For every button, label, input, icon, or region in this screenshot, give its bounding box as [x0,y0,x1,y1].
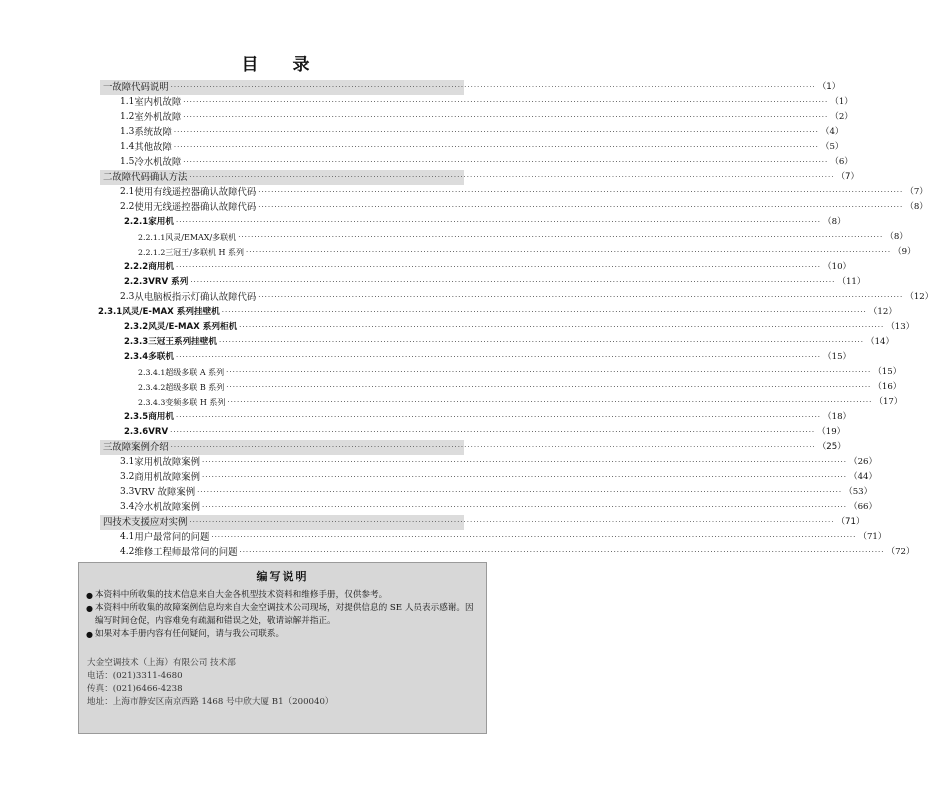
toc-entry [100,350,852,365]
toc-leader-dots: ········································································································································································································ [201,473,847,481]
toc-entry-label: 三冠王/多联机 H 系列 [165,248,245,257]
toc-entry-page: （4） [820,127,844,137]
toc-entry-page: （53） [844,487,873,497]
toc-leader-dots: ········································································································································································································ [218,338,864,346]
company-name: 大金空调技术（上海）有限公司 技术部 [87,658,236,668]
toc-entry-number: 2.2.3 [124,277,149,287]
toc-leader-dots: ········································································································································································································ [170,443,816,451]
toc-entry-page: （7） [905,187,928,197]
toc-entry [100,530,887,545]
toc-leader-dots: ········································································································································································································ [176,353,822,361]
toc-entry-number: 4.2 [120,547,135,557]
toc-entry-number: 1.1 [120,97,135,107]
toc-entry [100,290,934,305]
toc-entry-page: （19） [817,427,846,437]
toc-entry-page: （12） [868,307,897,317]
toc-leader-dots: ········································································································································································································ [176,218,822,226]
toc-leader-dots: ········································································································································································································ [201,503,847,511]
toc-entry-page: （15） [873,367,902,377]
toc-entry-number: 2.2 [120,202,135,212]
toc-entry-number: 二 [103,172,113,183]
toc-entry-number: 1.4 [120,142,135,152]
toc-entry-number: 4.1 [120,532,135,542]
toc-entry-number: 1.3 [120,127,135,137]
toc-entry [100,410,852,425]
toc-entry-label: 风灵/E-MAX 系列挂壁机 [122,307,220,317]
toc-entry-label: 超级多联 B 系列 [165,383,225,392]
toc-entry-number: 2.2.2 [124,262,149,272]
toc-leader-dots: ········································································································································································································ [211,533,857,541]
toc-leader-dots: ········································································································································································································ [176,413,822,421]
toc-entry-page: （18） [823,412,852,422]
notes-item-text: 本资料中所收集的故障案例信息均来自大金空调技术公司现场，对提供信息的 SE 人员表示感谢。因编写时间仓促，内容难免有疏漏和错误之处，敬请谅解并指正。 [95,603,474,626]
notes-item [86,589,478,602]
toc-leader-dots: ········································································································································································································ [227,398,873,406]
toc-entry [100,80,841,95]
toc-entry-number: 2.2.1 [124,217,149,227]
toc-entry-number: 1.5 [120,157,135,167]
toc-leader-dots: ········································································································································································································ [226,383,872,391]
toc-entry [100,185,928,200]
toc-entry-label: 故障案例介绍 [112,442,169,453]
toc-entry-label: 风灵/E-MAX 系列柜机 [148,322,238,332]
table-of-contents [98,80,934,560]
toc-entry [100,230,908,245]
toc-entry-label: VRV [148,427,169,437]
toc-leader-dots: ········································································································································································································ [258,293,904,301]
toc-entry [100,485,873,500]
toc-entry-number: 2.3.1 [98,307,123,317]
toc-entry-label: 变频多联 H 系列 [165,398,226,407]
toc-entry-label: 商用机 [148,262,174,272]
toc-entry-page: （10） [823,262,852,272]
toc-leader-dots: ········································································································································································································ [176,263,822,271]
toc-entry-number: 2.2.1.2 [138,248,166,257]
notes-item [86,628,478,641]
toc-entry [100,500,878,515]
toc-entry-page: （7） [836,172,860,182]
bullet-icon: ● [86,630,93,639]
toc-entry [98,305,897,320]
toc-entry-label: 商用机故障案例 [134,472,200,483]
toc-leader-dots: ········································································································································································································ [170,83,816,91]
bullet-icon: ● [86,604,93,613]
toc-entry-page: （13） [886,322,915,332]
toc-entry-number: 三 [103,442,113,453]
toc-leader-dots: ········································································································································································································ [189,518,835,526]
toc-entry [100,380,902,395]
toc-entry [100,140,844,155]
toc-entry-label: 使用无线遥控器确认故障代码 [134,202,257,213]
toc-entry-label: VRV 系列 [148,277,189,287]
toc-entry-label: 三冠王系列挂壁机 [148,337,217,347]
toc-entry-page: （66） [849,502,878,512]
toc-entry-page: （15） [823,352,852,362]
toc-leader-dots: ········································································································································································································ [170,428,816,436]
toc-leader-dots: ········································································································································································································ [239,323,885,331]
toc-entry [100,545,915,560]
bullet-icon: ● [86,591,93,600]
toc-entry-label: 从电脑板指示灯确认故障代码 [134,292,257,303]
toc-entry [100,260,852,275]
toc-entry-number: 2.3.4.3 [138,398,166,407]
toc-entry-label: 其他故障 [134,142,172,153]
toc-entry-number: 2.3.4 [124,352,149,362]
toc-leader-dots: ········································································································································································································ [226,368,872,376]
toc-entry-page: （44） [849,472,878,482]
company-info [87,657,486,709]
toc-leader-dots: ········································································································································································································ [183,158,829,166]
toc-entry [100,470,878,485]
toc-entry-label: 室外机故障 [134,112,182,123]
toc-leader-dots: ········································································································································································································ [183,113,829,121]
toc-entry-label: 技术支援应对实例 [112,517,188,528]
toc-entry-number: 2.3.3 [124,337,149,347]
toc-entry-page: （8） [905,202,928,212]
toc-entry [100,155,853,170]
toc-leader-dots: ········································································································································································································ [189,173,835,181]
toc-leader-dots: ········································································································································································································ [238,233,884,241]
toc-leader-dots: ········································································································································································································ [246,248,892,256]
notes-item-text: 本资料中所收集的技术信息来自大金各机型技术资料和维修手册，仅供参考。 [95,590,388,600]
notes-item [86,602,478,628]
toc-entry-label: 维修工程师最常问的问题 [134,547,238,558]
toc-leader-dots: ········································································································································································································ [258,203,904,211]
toc-entry-page: （2） [830,112,853,122]
toc-entry-number: 3.1 [120,457,135,467]
toc-entry-number: 一 [103,82,113,93]
toc-entry-number: 1.2 [120,112,135,122]
toc-entry-label: 故障代码确认方法 [112,172,188,183]
company-fax: 传真：(021)6466-4238 [87,684,183,694]
toc-entry-label: 多联机 [148,352,174,362]
notes-title: 编写说明 [256,570,309,583]
toc-entry-number: 2.3.5 [124,412,149,422]
toc-entry-number: 2.3.4.2 [138,383,166,392]
toc-entry [100,275,866,290]
toc-entry-number: 2.1 [120,187,135,197]
notes-list [86,589,478,641]
toc-entry-number: 2.2.1.1 [138,233,166,242]
page-title: 目 录 [241,55,324,75]
toc-entry-label: 冷水机故障 [134,157,182,168]
toc-leader-dots: ········································································································································································································ [173,143,819,151]
toc-entry [100,245,916,260]
toc-entry-page: （9） [893,247,916,257]
toc-entry-page: （8） [823,217,846,227]
toc-entry-label: 风灵/EMAX/多联机 [165,233,237,242]
toc-entry-page: （71） [836,517,865,527]
toc-entry [100,365,902,380]
toc-entry-page: （26） [849,457,878,467]
toc-entry-number: 2.3 [120,292,135,302]
toc-entry-label: 冷水机故障案例 [134,502,200,513]
toc-entry-label: 家用机故障案例 [134,457,200,468]
toc-entry-page: （72） [886,547,915,557]
toc-entry [100,515,865,530]
toc-leader-dots: ········································································································································································································ [258,188,904,196]
toc-entry [100,395,903,410]
toc-entry [100,170,860,185]
toc-entry [100,320,915,335]
toc-entry-page: （25） [817,442,846,452]
toc-entry [100,215,846,230]
toc-entry [100,125,844,140]
toc-entry-number: 2.3.4.1 [138,368,166,377]
toc-entry [100,440,846,455]
toc-entry-page: （8） [885,232,908,242]
toc-entry-number: 四 [103,517,113,528]
toc-entry-page: （14） [866,337,895,347]
toc-leader-dots: ········································································································································································································ [190,278,836,286]
editorial-notes-box [78,562,487,734]
toc-entry-page: （16） [873,382,902,392]
toc-entry-label: 室内机故障 [134,97,182,108]
toc-entry-number: 3.2 [120,472,135,482]
toc-entry [100,335,895,350]
toc-entry [100,110,853,125]
toc-entry-label: 使用有线遥控器确认故障代码 [134,187,257,198]
toc-entry [100,425,846,440]
toc-leader-dots: ········································································································································································································ [239,548,885,556]
toc-entry-number: 2.3.2 [124,322,149,332]
toc-entry-page: （12） [905,292,934,302]
toc-entry [100,95,853,110]
toc-entry-label: 故障代码说明 [112,82,169,93]
toc-entry-label: 系统故障 [134,127,172,138]
toc-leader-dots: ········································································································································································································ [201,458,847,466]
toc-entry-page: （17） [874,397,903,407]
toc-entry-label: 商用机 [148,412,174,422]
toc-entry-page: （5） [820,142,844,152]
toc-entry-page: （71） [858,532,887,542]
toc-entry [100,455,878,470]
toc-entry-page: （1） [830,97,853,107]
notes-item-text: 如果对本手册内容有任何疑问，请与我公司联系。 [95,629,285,639]
toc-entry-label: 超级多联 A 系列 [165,368,225,377]
toc-leader-dots: ········································································································································································································ [221,308,867,316]
toc-entry-label: 用户最常问的问题 [134,532,210,543]
toc-entry-page: （6） [830,157,853,167]
toc-leader-dots: ········································································································································································································ [183,98,829,106]
toc-leader-dots: ········································································································································································································ [197,488,843,496]
toc-entry [100,200,928,215]
toc-entry-number: 3.4 [120,502,135,512]
toc-entry-number: 3.3 [120,487,135,497]
company-phone: 电话：(021)3311-4680 [87,671,183,681]
company-address: 地址：上海市静安区南京西路 1468 号中欣大厦 B1（200040） [87,697,334,707]
toc-entry-number: 2.3.6 [124,427,149,437]
toc-entry-label: VRV 故障案例 [134,487,196,498]
toc-leader-dots: ········································································································································································································ [173,128,819,136]
toc-entry-label: 家用机 [148,217,174,227]
toc-entry-page: （11） [837,277,866,287]
toc-entry-page: （1） [817,82,841,92]
